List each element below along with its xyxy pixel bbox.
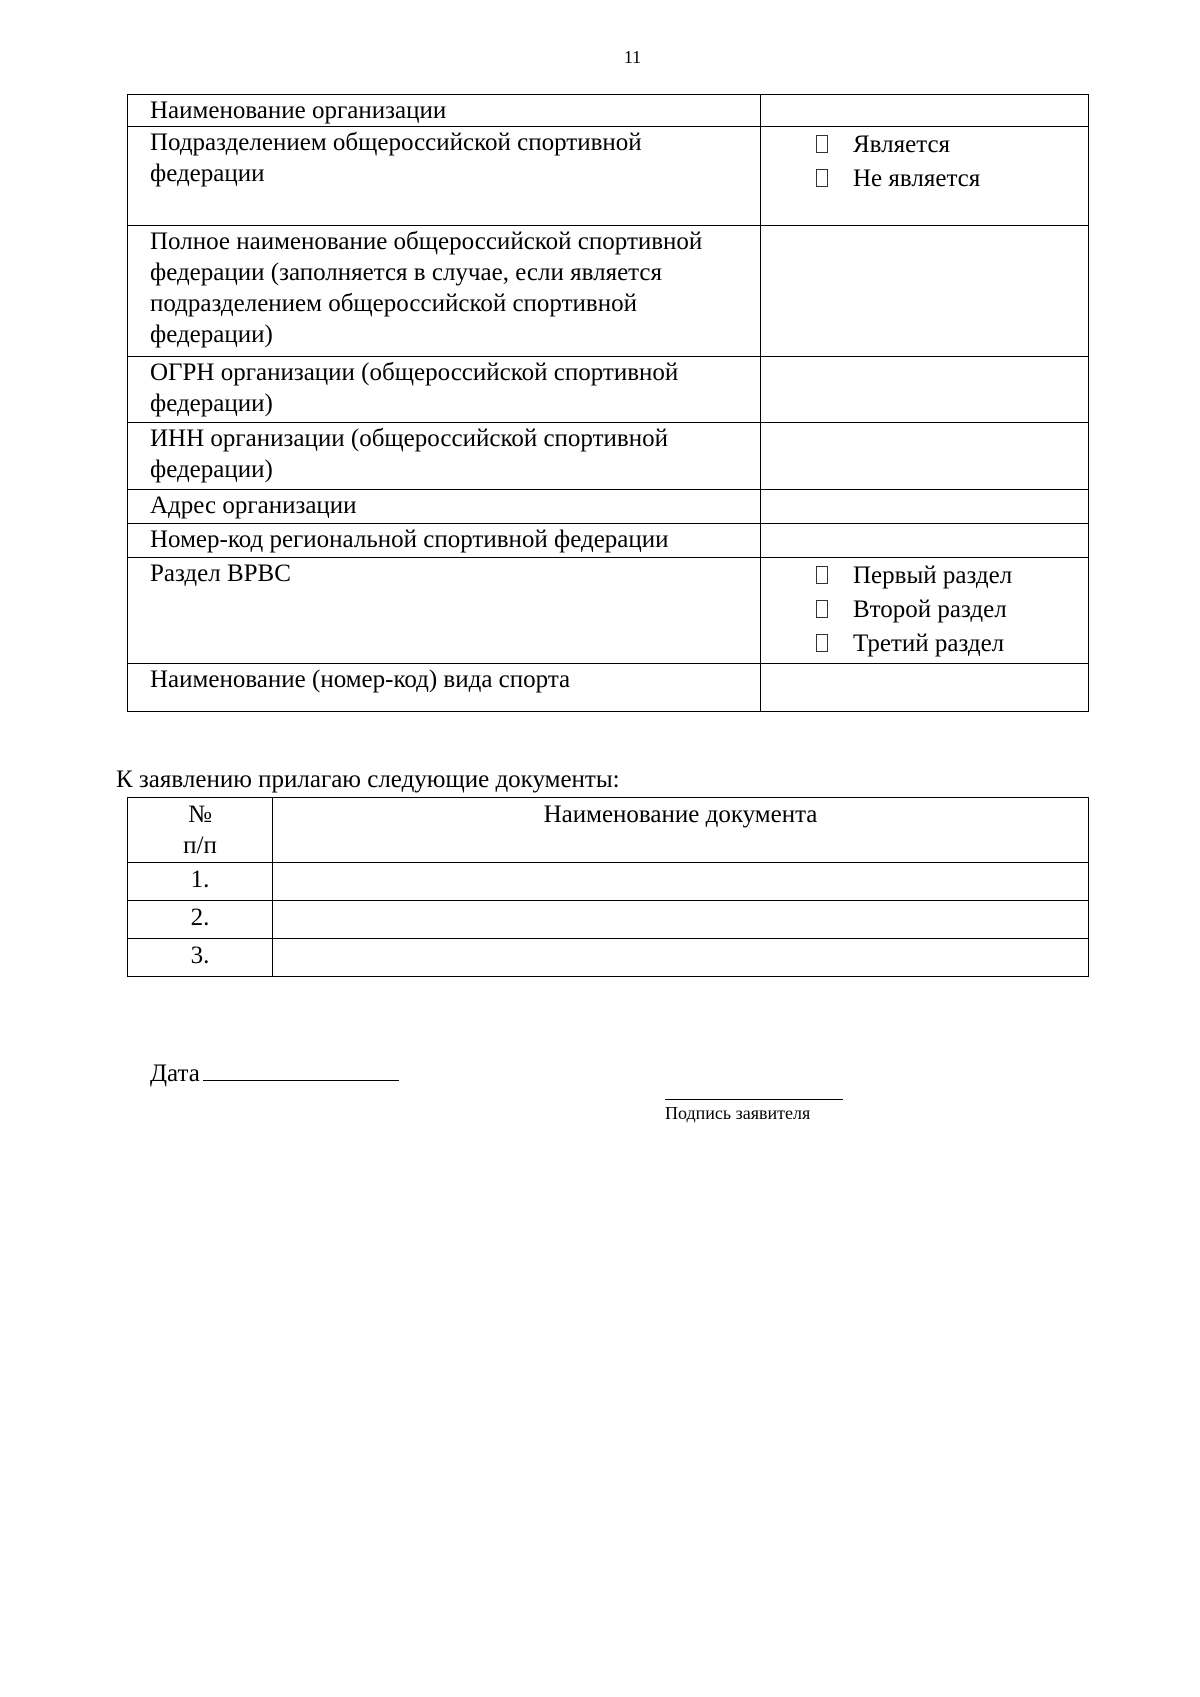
form-row [128,127,1089,226]
checkbox-icon[interactable] [816,566,828,584]
row-number: 3. [128,939,273,977]
federation-full-name-field[interactable] [761,226,1089,357]
checkbox-icon[interactable] [816,169,828,187]
number-abbreviation: п/п [183,832,217,859]
address-label: Адрес организации [128,490,761,524]
option-label: Второй раздел [853,595,1007,623]
checkbox-icon[interactable] [816,135,828,153]
date-label: Дата [150,1060,200,1087]
signature-caption: Подпись заявителя [665,1103,811,1123]
option-label: Является [853,130,951,158]
form-row [128,357,1089,423]
number-symbol: № [188,801,212,828]
attachments-table [127,797,1089,977]
document-name-cell[interactable] [273,863,1089,901]
federation-full-name-label: Полное наименование общероссийской спортивной федерации (заполняется в случае, если является подразделением общероссийской спортивной федерации) [128,226,761,357]
subdivision-label: Подразделением общероссийской спортивной федерации [128,127,761,226]
option-first-section[interactable] [761,558,1078,592]
org-name-label: Наименование организации [128,95,761,127]
document-name-cell[interactable] [273,939,1089,977]
table-row [128,901,1089,939]
vrvs-section-options [761,558,1089,664]
form-row [128,490,1089,524]
address-field[interactable] [761,490,1089,524]
option-label: Третий раздел [853,629,1005,657]
table-row [128,939,1089,977]
option-label: Первый раздел [853,561,1013,589]
region-code-label: Номер-код региональной спортивной федерации [128,524,761,558]
subdivision-options [761,127,1089,226]
option-label: Не является [853,164,981,192]
number-column-header [128,798,273,863]
document-name-column-header: Наименование документа [273,798,1089,863]
sport-name-label: Наименование (номер-код) вида спорта [128,664,761,712]
option-is[interactable] [761,127,1078,161]
form-row [128,226,1089,357]
document-name-cell[interactable] [273,901,1089,939]
region-code-field[interactable] [761,524,1089,558]
org-name-field[interactable] [761,95,1089,127]
page-number: 11 [623,47,642,67]
attachments-caption: К заявлению прилагаю следующие документы: [116,766,620,793]
checkbox-icon[interactable] [816,600,828,618]
sport-name-field[interactable] [761,664,1089,712]
form-row [128,664,1089,712]
signature-line[interactable] [665,1099,843,1100]
organization-form-table [127,94,1089,712]
date-input-line[interactable] [203,1058,399,1081]
form-row [128,524,1089,558]
form-row [128,423,1089,490]
inn-label: ИНН организации (общероссийской спортивной федерации) [128,423,761,490]
option-third-section[interactable] [761,626,1078,660]
table-row [128,863,1089,901]
ogrn-field[interactable] [761,357,1089,423]
ogrn-label: ОГРН организации (общероссийской спортивной федерации) [128,357,761,423]
row-number: 2. [128,901,273,939]
option-is-not[interactable] [761,161,1078,195]
checkbox-icon[interactable] [816,634,828,652]
vrvs-section-label: Раздел ВРВС [128,558,761,664]
date-block [150,1058,399,1089]
option-second-section[interactable] [761,592,1078,626]
table-header-row [128,798,1089,863]
inn-field[interactable] [761,423,1089,490]
form-row [128,95,1089,127]
form-row [128,558,1089,664]
row-number: 1. [128,863,273,901]
